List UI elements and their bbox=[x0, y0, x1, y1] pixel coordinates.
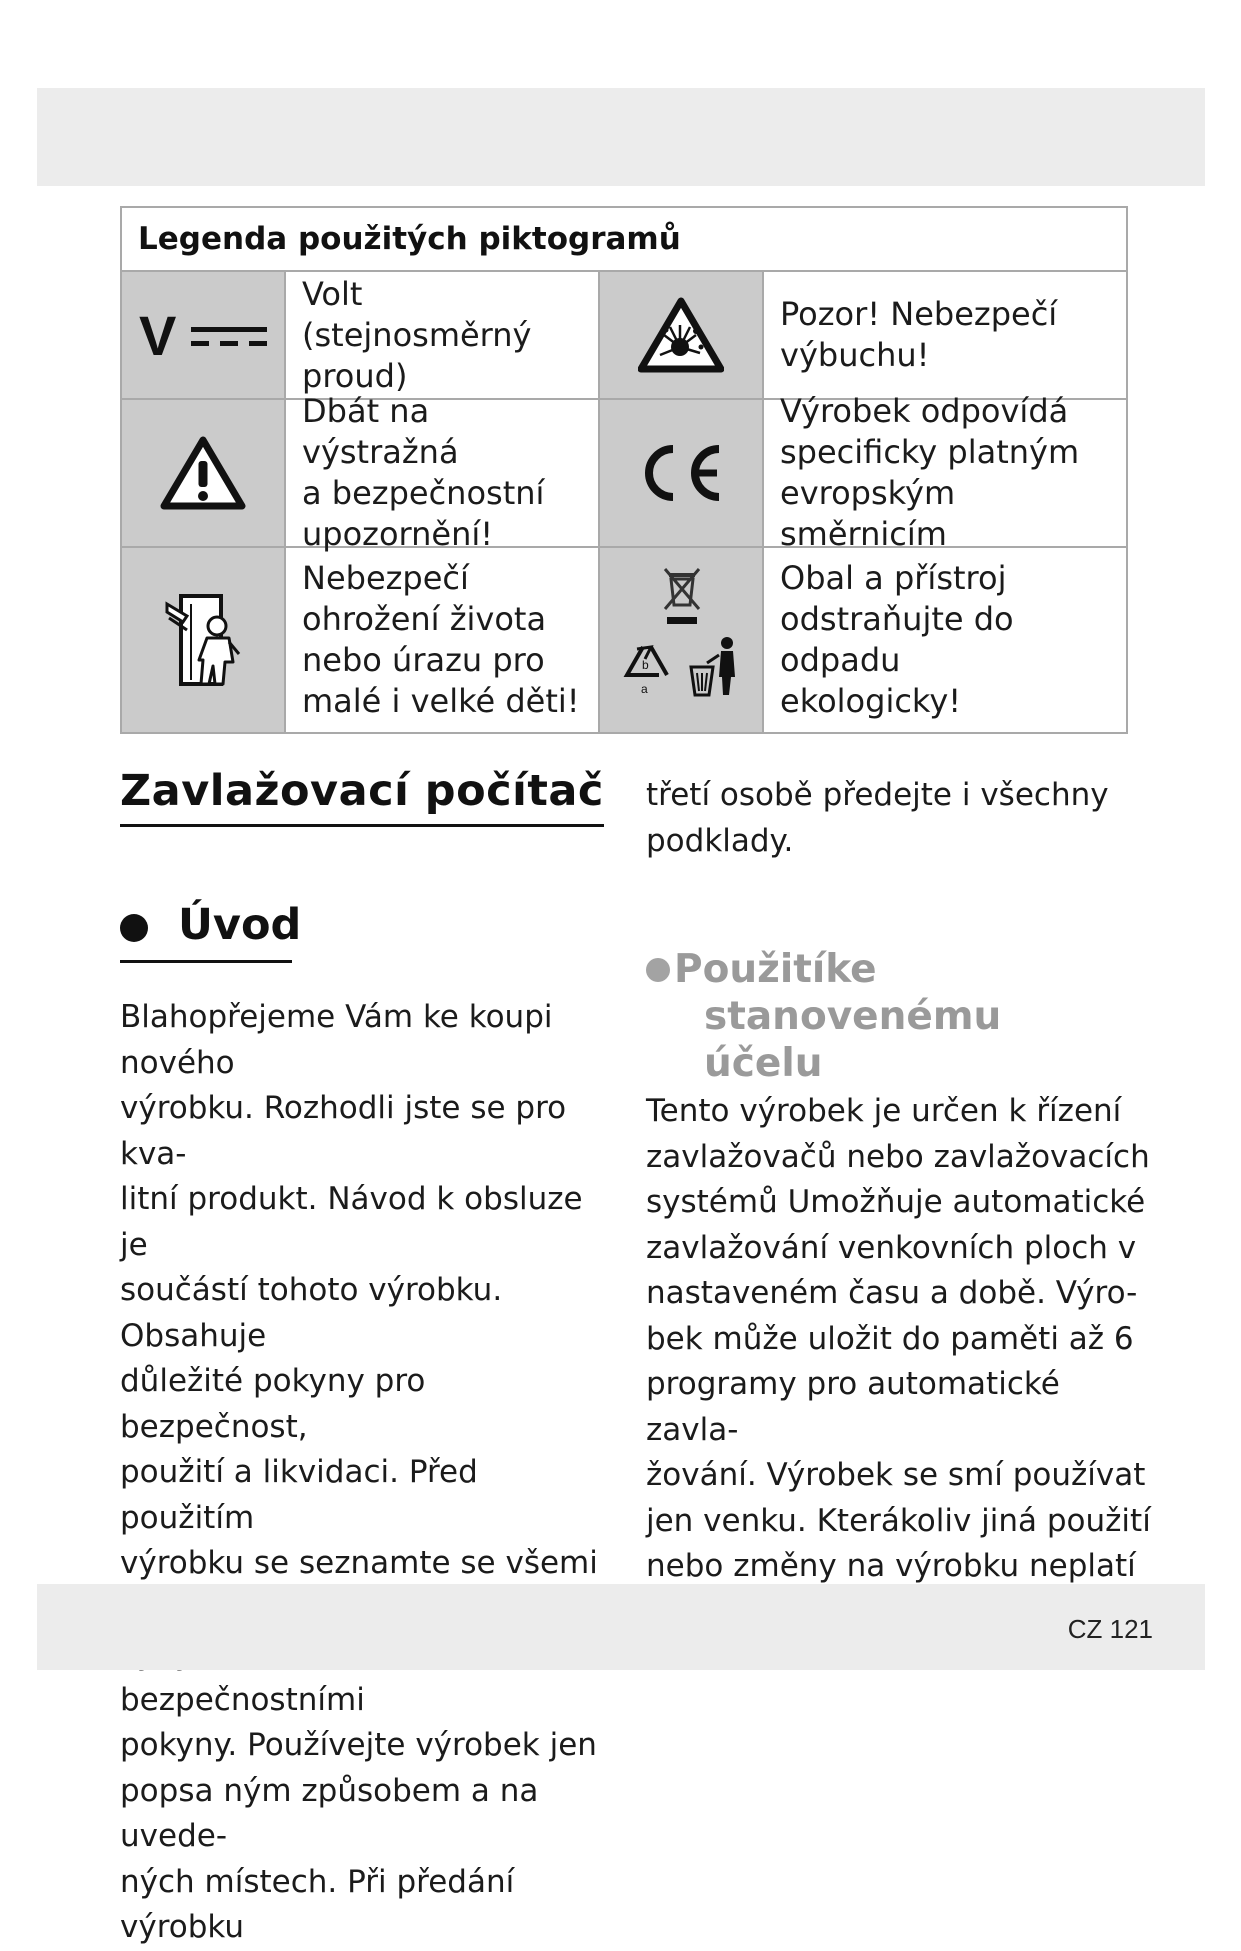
page-number: CZ 121 bbox=[1067, 1614, 1153, 1644]
legend-text-recycling: Obal a přístroj odstraňujte do odpadu ekologicky! bbox=[780, 559, 1014, 720]
volt-dc-icon bbox=[122, 272, 286, 400]
legend-text-ce: Výrobek odpovídá specificky platným evropským směrnicím bbox=[764, 400, 1126, 548]
bullet-icon bbox=[646, 958, 670, 982]
legend-text-explosion: Pozor! Nebezpečí výbuchu! bbox=[764, 272, 1126, 400]
person-bin-icon bbox=[691, 637, 735, 695]
crossed-bin-icon bbox=[665, 569, 699, 624]
child-danger-icon bbox=[122, 548, 286, 732]
continuation-paragraph: třetí osobě předejte i všechny podklady. bbox=[646, 777, 1109, 859]
warning-triangle-icon bbox=[122, 400, 286, 548]
recycling-disposal-icon bbox=[600, 548, 764, 732]
svg-text:a: a bbox=[641, 682, 648, 696]
bullet-icon bbox=[120, 914, 148, 942]
legend-text-volt: Volt (stejnosměrný proud) bbox=[286, 272, 600, 400]
explosion-warning-icon bbox=[600, 272, 764, 400]
svg-text:V: V bbox=[139, 305, 177, 365]
intro-heading: Úvod bbox=[120, 900, 292, 963]
legend-text-warning: Dbát na výstražná a bezpečnostní upozornění! bbox=[286, 400, 600, 548]
usage-heading: Použitíke stanovenému účelu bbox=[646, 946, 1126, 1046]
svg-text:b: b bbox=[642, 658, 649, 672]
legend-text-child-danger: Nebezpečí ohrožení života nebo úrazu pro malé i velké děti! bbox=[286, 548, 600, 732]
recycle-icon bbox=[627, 647, 667, 696]
usage-paragraph: Tento výrobek je určen k řízení zavlažovačů nebo zavlažovacích systémů Umožňuje automatické zavlažování venkovních ploch v nastaveném času a době. Výro- bek může uložit do paměti až 6 programy pro automatické zavla- žování. Výrobek se smí používat jen venku. Kterákoliv jiná použití nebo změny na výrobku neplatí bbox=[646, 1093, 1151, 1584]
legend-title: Legenda použitých piktogramů bbox=[122, 208, 1126, 272]
pictogram-legend-table bbox=[120, 206, 1128, 734]
intro-paragraph: Blahopřejeme Vám ke koupi nového výrobku. Rozhodli jste se pro kva- litní produkt. Návod k obsluze je součástí tohoto výrobku. Obsahuje důležité pokyny pro bezpečnost, použití a likvidaci. Před použitím výrobku se seznamte se všemi bezpečnostními pokyny. Používejte výrobek jen popsa ným způsobem a na uvede- ných místech. Při předání výrobku bbox=[120, 999, 598, 1945]
header-band bbox=[37, 88, 1205, 186]
page-title: Zavlažovací počítač bbox=[120, 766, 604, 827]
ce-mark-icon bbox=[600, 400, 764, 548]
footer-band bbox=[37, 1584, 1205, 1670]
